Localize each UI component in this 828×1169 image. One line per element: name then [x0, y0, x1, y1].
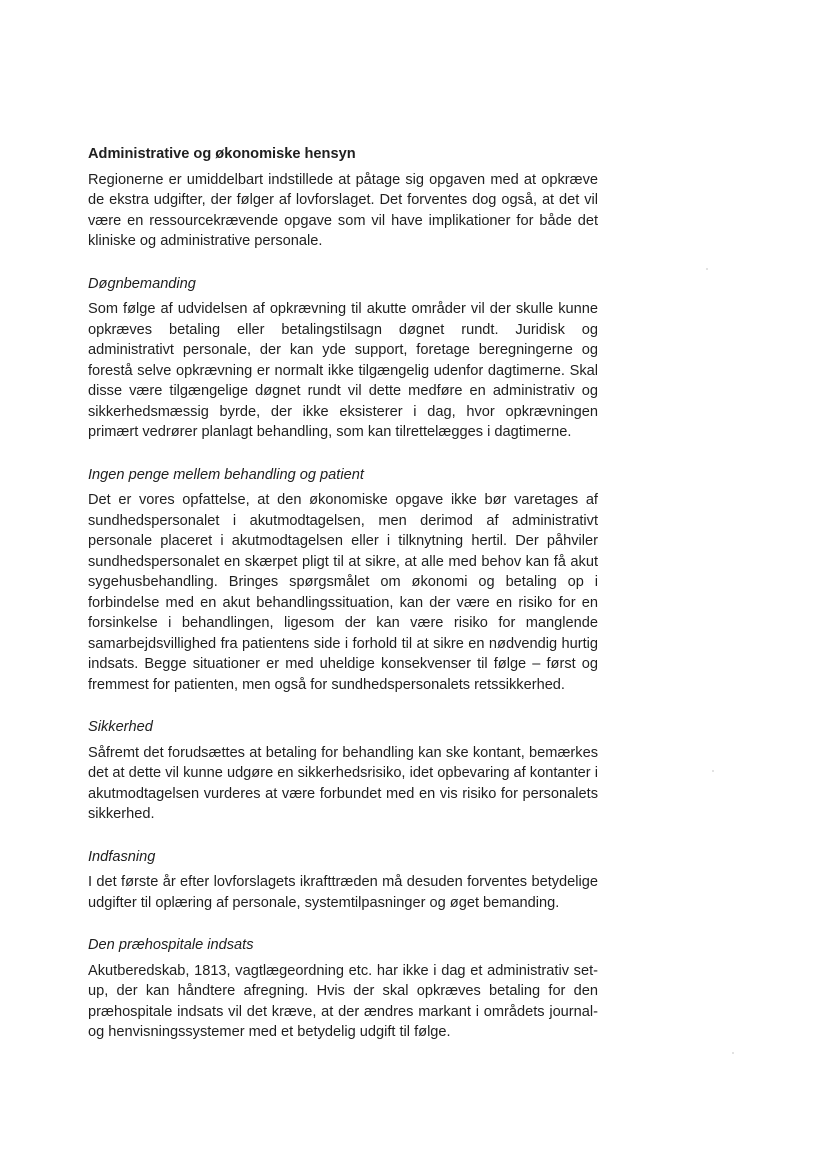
section-heading: Døgnbemanding — [88, 275, 196, 292]
section-paragraph: Det er vores opfattelse, at den økonomiske opgave ikke bør varetages af sundhedspersonalet i akutmodtagelsen, men derimod af administrativt personale placeret i akutmodtagelsen eller i tilknytning hertil. Der påhviler sundhedspersonalet en skærpet pligt til at sikre, at alle med behov kan få akut sygehusbehandling. Bringes spørgsmålet om økonomi og betaling op i forbindelse med en akut behandlingssituation, kan der være en risiko for en forsinkelse i behandlingen, ligesom der kan være risiko for manglende samarbejdsvillighed fra patientens side i forhold til at sikre en nødvendig hurtig indsats. Begge situationer er med uheldige konsekvenser til følge – først og fremmest for patienten, men også for sundhedspersonalets retssikkerhed. — [88, 492, 598, 693]
scan-speck — [706, 268, 708, 270]
section-heading: Indfasning — [88, 848, 156, 865]
section-doegnbemanding — [88, 274, 598, 443]
section-heading: Sikkerhed — [88, 719, 153, 735]
document-body — [88, 144, 598, 1043]
section-indfasning — [88, 847, 598, 914]
section-praehospitale — [88, 935, 598, 1043]
section-paragraph: Såfremt det forudsættes at betaling for behandling kan ske kontant, bemærkes det at dette vil kunne udgøre en sikkerhedsrisiko, idet opbevaring af kontanter i akutmodtagelsen vurderes at være forbundet med en vis risiko for personalets sikkerhed. — [88, 744, 598, 822]
section-paragraph: Akutberedskab, 1813, vagtlægeordning etc. har ikke i dag et administrativ set-up, der kan håndtere afregning. Hvis der skal opkræves betaling for den præhospitale indsats vil det kræve, at der ændres markant i områdets journal- og henvisningssystemer med et betydelig udgift til følge. — [88, 962, 598, 1040]
section-paragraph: I det første år efter lovforslagets ikrafttræden må desuden forventes betydelige udgifter til oplæring af personale, systemtilpasninger og øget bemanding. — [88, 874, 598, 911]
intro-section — [88, 144, 598, 252]
main-heading: Administrative og økonomiske hensyn — [88, 146, 356, 162]
section-heading: Den præhospitale indsats — [88, 937, 254, 953]
section-paragraph: Som følge af udvidelsen af opkrævning til akutte områder vil der skulle kunne opkræves betaling eller betalingstilsagn døgnet rundt. Juridisk og administrativt personale, der kan yde support, foretage beregningerne og forestå selve opkrævning er normalt ikke tilgængelig udenfor dagtimerne. Skal disse være tilgængelige døgnet rundt vil dette medføre en administrativ og sikkerhedsmæssig byrde, der ikke eksisterer i dag, hvor opkrævningen primært vedrører planlagt behandling, som kan tilrettelægges i dagtimerne. — [88, 301, 598, 440]
scan-speck — [712, 770, 714, 772]
section-ingen-penge — [88, 465, 598, 696]
section-heading: Ingen penge mellem behandling og patient — [88, 466, 364, 483]
section-sikkerhed — [88, 717, 598, 825]
intro-paragraph: Regionerne er umiddelbart indstillede at påtage sig opgaven med at opkræve de ekstra udgifter, der følger af lovforslaget. Det forventes dog også, at det vil være en ressourcekrævende opgave som vil have implikationer for både det kliniske og administrative personale. — [88, 171, 598, 249]
scan-speck — [732, 1052, 734, 1054]
